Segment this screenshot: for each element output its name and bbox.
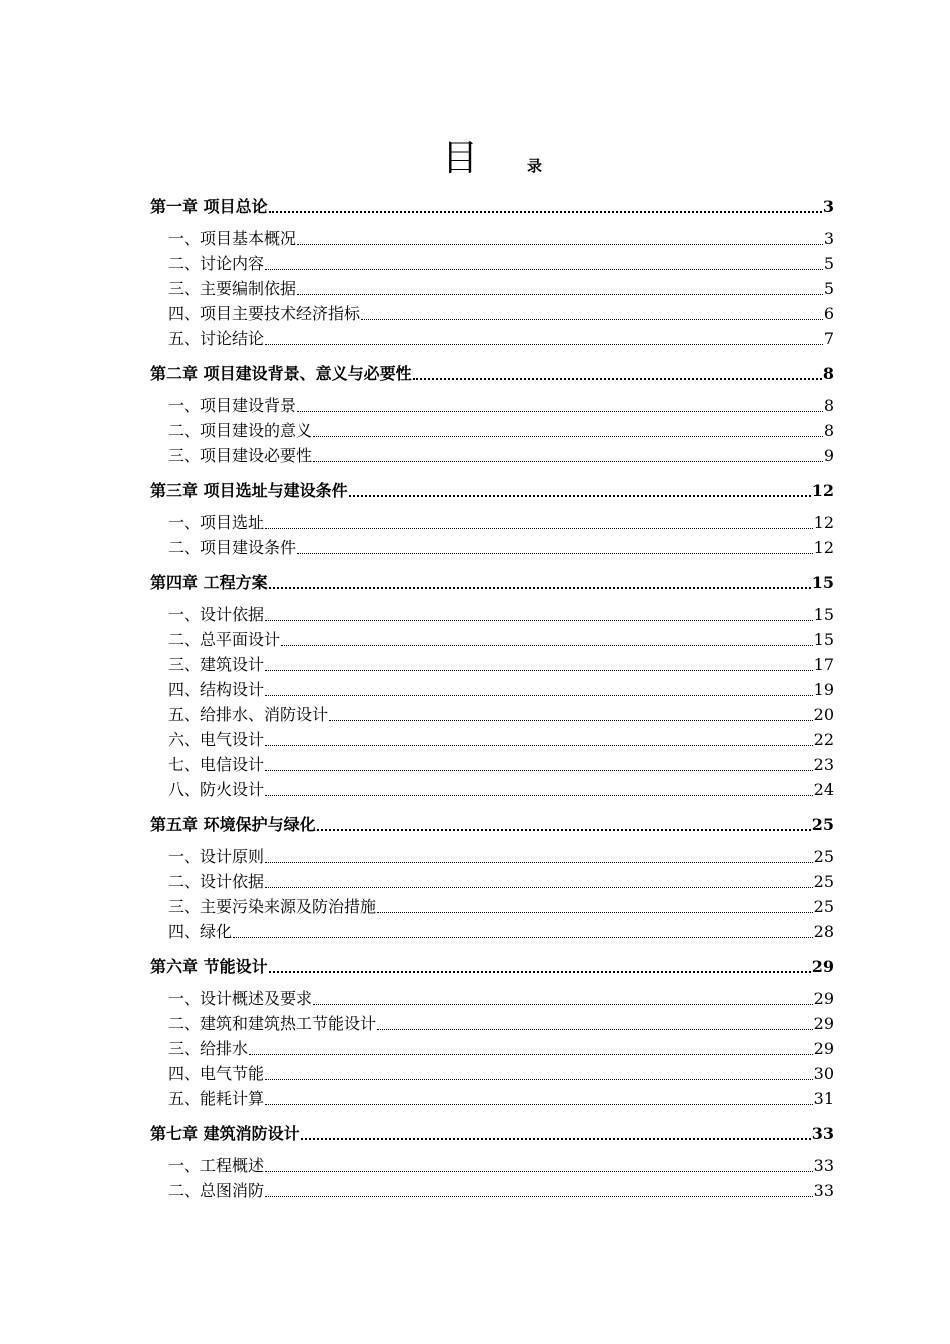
toc-entry-label: 三、给排水 — [168, 1039, 249, 1058]
table-of-contents — [150, 194, 834, 1203]
toc-dot-leader — [313, 986, 813, 1011]
toc-dot-leader — [297, 393, 823, 418]
toc-dot-leader — [265, 1086, 813, 1111]
toc-entry-label: 三、建筑设计 — [168, 655, 265, 674]
toc-section-entry[interactable] — [150, 251, 834, 276]
toc-entry-page-number: 29 — [813, 989, 834, 1008]
toc-chapter-entry[interactable] — [150, 954, 834, 979]
toc-entry-page-number: 29 — [811, 957, 834, 976]
toc-entry-page-number: 8 — [823, 421, 834, 440]
toc-entry-page-number: 15 — [811, 573, 834, 592]
toc-dot-leader — [265, 752, 813, 777]
toc-dot-leader — [377, 1011, 813, 1036]
toc-section-entry[interactable] — [150, 510, 834, 535]
toc-section-entry[interactable] — [150, 1011, 834, 1036]
toc-entry-label: 四、绿化 — [168, 922, 233, 941]
toc-entry-label: 五、给排水、消防设计 — [168, 705, 329, 724]
toc-dot-leader — [249, 1036, 813, 1061]
toc-entry-page-number: 15 — [813, 605, 834, 624]
toc-dot-leader — [317, 812, 811, 837]
toc-entry-page-number: 12 — [813, 538, 834, 557]
toc-section-entry[interactable] — [150, 627, 834, 652]
toc-chapter-entry[interactable] — [150, 361, 834, 386]
toc-entry-label: 八、防火设计 — [168, 780, 265, 799]
toc-entry-page-number: 12 — [813, 513, 834, 532]
toc-section-entry[interactable] — [150, 276, 834, 301]
toc-dot-leader — [265, 652, 813, 677]
toc-entry-label: 三、主要编制依据 — [168, 279, 297, 298]
toc-entry-label: 一、工程概述 — [168, 1156, 265, 1175]
toc-section-entry[interactable] — [150, 919, 834, 944]
toc-entry-label: 一、设计概述及要求 — [168, 989, 313, 1008]
toc-chapter-entry[interactable] — [150, 570, 834, 595]
toc-entry-label: 第七章 建筑消防设计 — [150, 1124, 300, 1143]
toc-dot-leader — [349, 478, 811, 503]
toc-dot-leader — [265, 727, 813, 752]
toc-dot-leader — [413, 361, 822, 386]
toc-entry-label: 一、设计原则 — [168, 847, 265, 866]
toc-dot-leader — [265, 602, 813, 627]
toc-dot-leader — [301, 1121, 811, 1146]
toc-dot-leader — [265, 510, 813, 535]
toc-entry-page-number: 6 — [823, 304, 834, 323]
toc-section-entry[interactable] — [150, 652, 834, 677]
toc-section-entry[interactable] — [150, 752, 834, 777]
toc-dot-leader — [329, 702, 813, 727]
toc-section-entry[interactable] — [150, 702, 834, 727]
toc-entry-page-number: 23 — [813, 755, 834, 774]
toc-entry-page-number: 25 — [813, 897, 834, 916]
toc-entry-page-number: 5 — [823, 279, 834, 298]
toc-section-entry[interactable] — [150, 986, 834, 1011]
toc-dot-leader — [265, 251, 823, 276]
toc-dot-leader — [265, 777, 813, 802]
toc-section-entry[interactable] — [150, 226, 834, 251]
toc-section-entry[interactable] — [150, 326, 834, 351]
toc-entry-page-number: 25 — [813, 872, 834, 891]
toc-dot-leader — [297, 276, 823, 301]
toc-dot-leader — [265, 1178, 813, 1203]
toc-chapter-entry[interactable] — [150, 812, 834, 837]
toc-section-entry[interactable] — [150, 1178, 834, 1203]
toc-entry-page-number: 3 — [823, 229, 834, 248]
toc-section-entry[interactable] — [150, 301, 834, 326]
toc-dot-leader — [265, 869, 813, 894]
toc-entry-page-number: 5 — [823, 254, 834, 273]
toc-entry-page-number: 7 — [823, 329, 834, 348]
toc-entry-label: 第二章 项目建设背景、意义与必要性 — [150, 364, 412, 383]
toc-entry-label: 三、主要污染来源及防治措施 — [168, 897, 377, 916]
toc-entry-label: 七、电信设计 — [168, 755, 265, 774]
toc-entry-page-number: 25 — [813, 847, 834, 866]
toc-entry-page-number: 33 — [811, 1124, 834, 1143]
toc-dot-leader — [269, 954, 811, 979]
toc-dot-leader — [265, 844, 813, 869]
toc-entry-page-number: 28 — [813, 922, 834, 941]
toc-entry-label: 二、项目建设条件 — [168, 538, 297, 557]
toc-title — [0, 134, 950, 184]
toc-section-entry[interactable] — [150, 1061, 834, 1086]
toc-entry-page-number: 3 — [822, 197, 834, 216]
toc-dot-leader — [297, 535, 813, 560]
toc-dot-leader — [313, 418, 823, 443]
toc-dot-leader — [297, 226, 823, 251]
toc-section-entry[interactable] — [150, 777, 834, 802]
toc-entry-label: 第四章 工程方案 — [150, 573, 268, 592]
toc-dot-leader — [281, 627, 813, 652]
toc-entry-label: 二、设计依据 — [168, 872, 265, 891]
toc-entry-page-number: 8 — [822, 364, 834, 383]
toc-dot-leader — [361, 301, 823, 326]
toc-entry-label: 第五章 环境保护与绿化 — [150, 815, 316, 834]
toc-entry-label: 四、结构设计 — [168, 680, 265, 699]
toc-entry-page-number: 33 — [813, 1156, 834, 1175]
toc-dot-leader — [377, 894, 813, 919]
toc-section-entry[interactable] — [150, 393, 834, 418]
toc-entry-page-number: 25 — [811, 815, 834, 834]
toc-section-entry[interactable] — [150, 443, 834, 468]
toc-dot-leader — [269, 570, 811, 595]
toc-entry-label: 第一章 项目总论 — [150, 197, 268, 216]
toc-entry-label: 四、项目主要技术经济指标 — [168, 304, 361, 323]
toc-entry-label: 二、建筑和建筑热工节能设计 — [168, 1014, 377, 1033]
toc-entry-page-number: 15 — [813, 630, 834, 649]
toc-entry-label: 一、项目基本概况 — [168, 229, 297, 248]
toc-section-entry[interactable] — [150, 844, 834, 869]
toc-dot-leader — [233, 919, 813, 944]
toc-section-entry[interactable] — [150, 1153, 834, 1178]
toc-chapter-entry[interactable] — [150, 194, 834, 219]
toc-entry-label: 二、总平面设计 — [168, 630, 281, 649]
toc-dot-leader — [269, 194, 822, 219]
toc-entry-page-number: 31 — [813, 1089, 834, 1108]
toc-entry-label: 一、设计依据 — [168, 605, 265, 624]
toc-dot-leader — [313, 443, 823, 468]
toc-section-entry[interactable] — [150, 727, 834, 752]
toc-entry-page-number: 8 — [823, 396, 834, 415]
toc-section-entry[interactable] — [150, 869, 834, 894]
toc-entry-label: 五、能耗计算 — [168, 1089, 265, 1108]
toc-entry-page-number: 12 — [811, 481, 834, 500]
toc-entry-page-number: 30 — [813, 1064, 834, 1083]
toc-section-entry[interactable] — [150, 677, 834, 702]
toc-entry-page-number: 29 — [813, 1014, 834, 1033]
toc-entry-page-number: 19 — [813, 680, 834, 699]
toc-entry-page-number: 22 — [813, 730, 834, 749]
toc-dot-leader — [265, 326, 823, 351]
toc-section-entry[interactable] — [150, 1086, 834, 1111]
toc-entry-label: 第三章 项目选址与建设条件 — [150, 481, 348, 500]
toc-entry-label: 四、电气节能 — [168, 1064, 265, 1083]
toc-entry-label: 二、项目建设的意义 — [168, 421, 313, 440]
toc-entry-label: 一、项目建设背景 — [168, 396, 297, 415]
toc-section-entry[interactable] — [150, 1036, 834, 1061]
toc-entry-label: 一、项目选址 — [168, 513, 265, 532]
toc-entry-label: 六、电气设计 — [168, 730, 265, 749]
toc-dot-leader — [265, 1153, 813, 1178]
toc-section-entry[interactable] — [150, 418, 834, 443]
toc-entry-label: 三、项目建设必要性 — [168, 446, 313, 465]
toc-entry-page-number: 9 — [823, 446, 834, 465]
toc-title-sub: 录 — [527, 157, 543, 175]
toc-entry-label: 二、总图消防 — [168, 1181, 265, 1200]
toc-section-entry[interactable] — [150, 602, 834, 627]
toc-entry-page-number: 29 — [813, 1039, 834, 1058]
toc-section-entry[interactable] — [150, 894, 834, 919]
toc-entry-page-number: 24 — [813, 780, 834, 799]
toc-dot-leader — [265, 677, 813, 702]
toc-chapter-entry[interactable] — [150, 478, 834, 503]
toc-entry-page-number: 33 — [813, 1181, 834, 1200]
toc-entry-page-number: 17 — [813, 655, 834, 674]
toc-entry-label: 二、讨论内容 — [168, 254, 265, 273]
toc-title-main: 目 — [442, 138, 479, 179]
toc-section-entry[interactable] — [150, 535, 834, 560]
toc-chapter-entry[interactable] — [150, 1121, 834, 1146]
toc-dot-leader — [265, 1061, 813, 1086]
toc-entry-label: 第六章 节能设计 — [150, 957, 268, 976]
toc-entry-page-number: 20 — [813, 705, 834, 724]
toc-entry-label: 五、讨论结论 — [168, 329, 265, 348]
